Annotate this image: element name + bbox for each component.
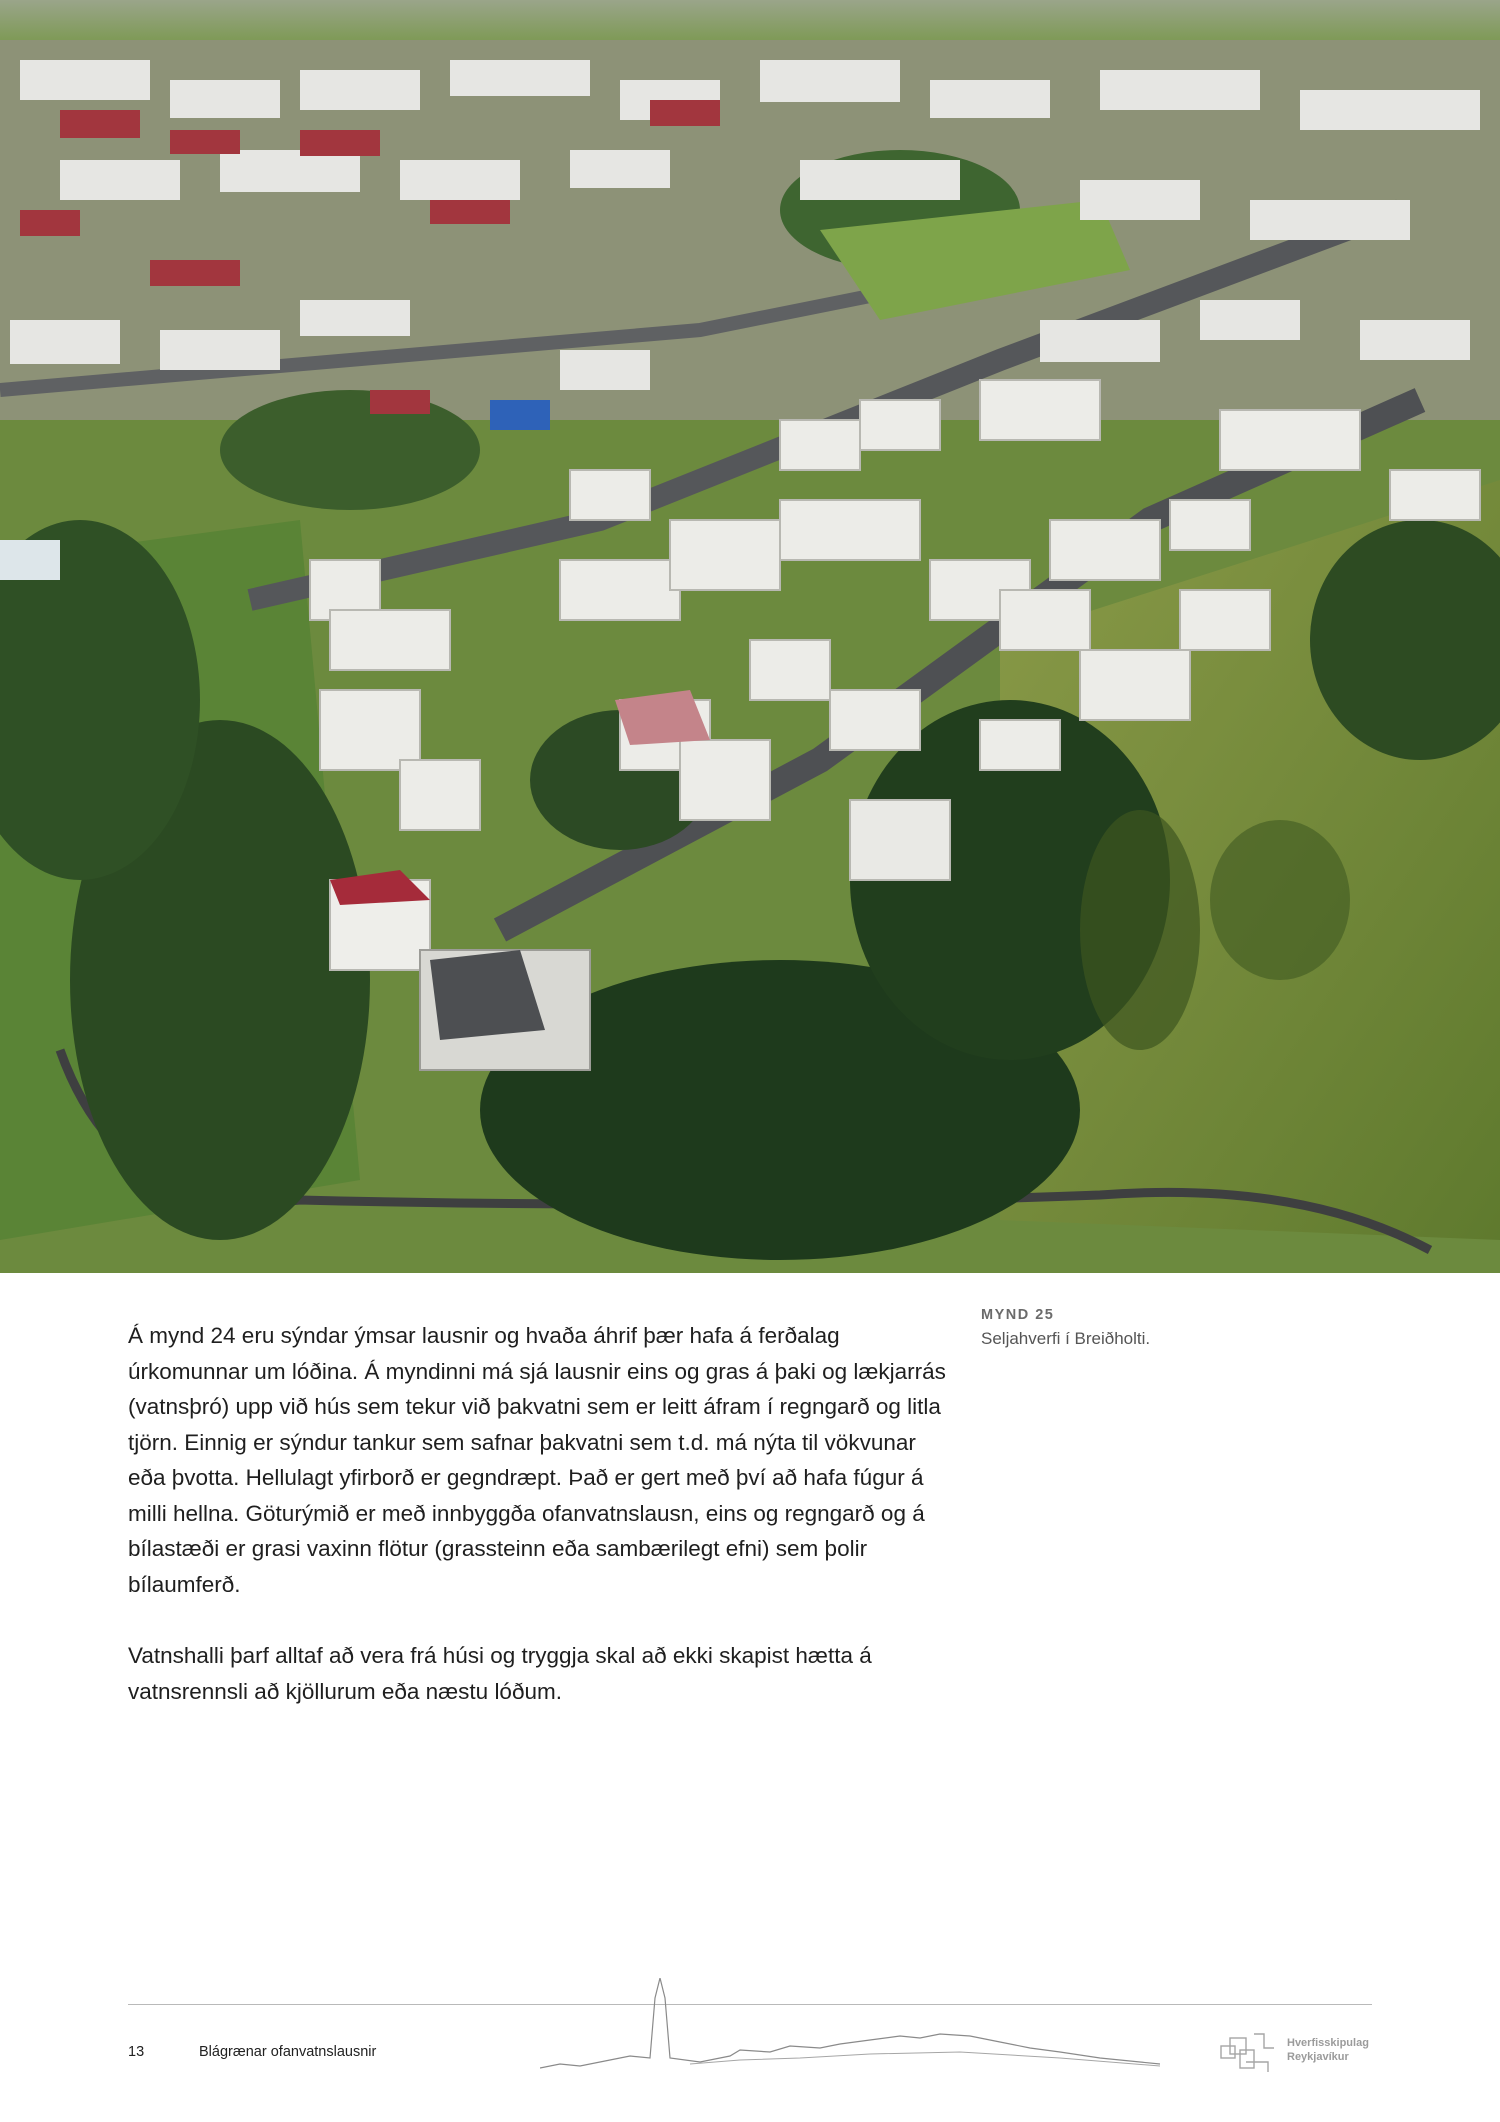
figure-caption bbox=[981, 1307, 1281, 1349]
logo-text bbox=[1287, 2036, 1369, 2064]
logo-line-2: Reykjavíkur bbox=[1287, 2051, 1349, 2063]
page-number: 13 bbox=[128, 2044, 145, 2060]
logo-line-1: Hverfisskipulag bbox=[1287, 2037, 1369, 2049]
caption-label: MYND 25 bbox=[981, 1307, 1055, 1323]
paragraph-1: Á mynd 24 eru sýndar ýmsar lausnir og hvaða áhrif þær hafa á ferðalag úrkomunnar um lóðina. Á myndinni má sjá lausnir eins og gras á þaki og lækjarrás (vatnsþró) upp við hús sem tekur við þakvatni sem er leitt áfram í regngarð og litla tjörn. Einnig er sýndur tankur sem safnar þakvatni sem t.d. má nýta til vökvunar eða þvotta. Hellulagt yfirborð er gegndræpt. Það er gert með því að hafa fúgur á milli hellna. Göturýmið er með innbyggða ofanvatnslausn, eins og regngarð og á bílastæði er grasi vaxinn flötur (grassteinn eða sambærilegt efni) sem þolir bílaumferð. bbox=[128, 1323, 946, 1597]
skyline-icon bbox=[540, 1978, 1160, 2074]
paragraph-2: Vatnshalli þarf alltaf að vera frá húsi og tryggja skal að ekki skapist hætta á vatnsrennsli að kjöllurum eða næstu lóðum. bbox=[128, 1643, 872, 1704]
footer-title: Blágrænar ofanvatnslausnir bbox=[199, 2044, 377, 2060]
caption-text: Seljahverfi í Breiðholti. bbox=[981, 1329, 1151, 1348]
body-text bbox=[128, 1318, 948, 1745]
